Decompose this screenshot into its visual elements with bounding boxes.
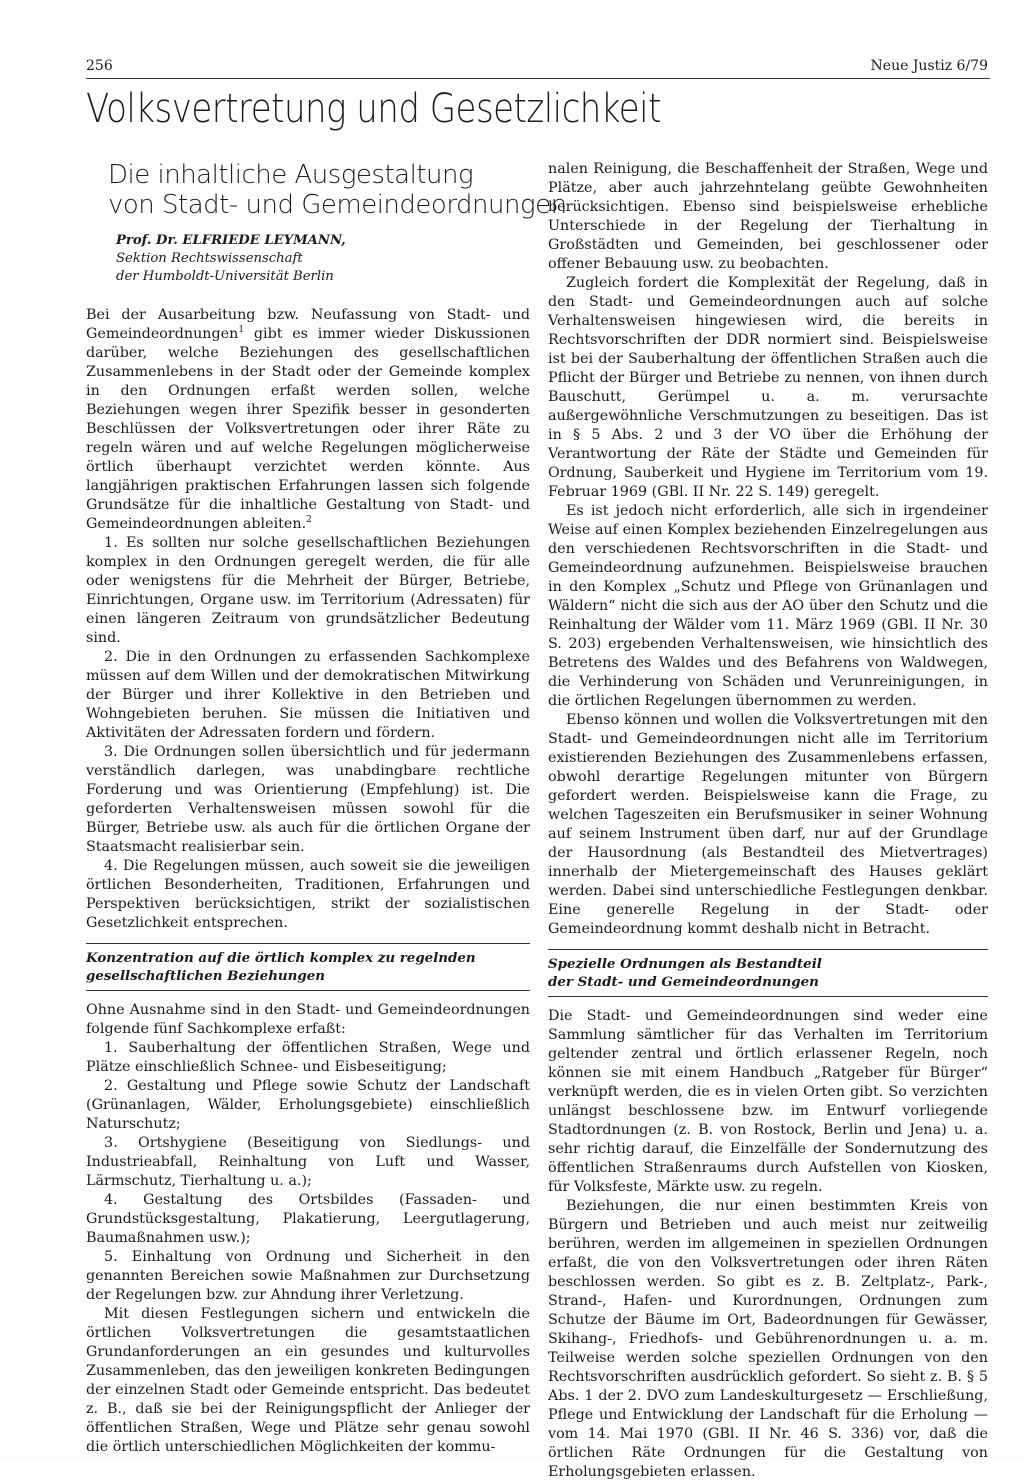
- article-title: [108, 160, 567, 220]
- list-item: 4. Gestaltung des Ortsbildes (Fassaden- und Grundstücksgestaltung, Plakatierung, Leergutlagerung, Baumaßnahmen usw.);: [86, 1192, 530, 1246]
- paragraph: 2. Die in den Ordnungen zu erfassenden Sachkomplexe müssen auf dem Willen und der demokratischen Mitwirkung der Bürger und ihrer Kollektive in den Betrieben und Wohngebieten beruhen. Sie müssen die Initiativen und Aktivitäten der Adressaten fordern und fördern.: [86, 649, 530, 741]
- list-item: 5. Einhaltung von Ordnung und Sicherheit in den genannten Bereichen sowie Maßnahmen zur Durchsetzung der Regelungen bzw. zur Ahndung ihrer Verletzung.: [86, 1249, 530, 1303]
- paragraph: Die Stadt- und Gemeindeordnungen sind weder eine Sammlung sämtlicher für das Verhalten im Territorium geltender zentral und örtlich erlassener Regeln, noch können sie mit einem Handbuch „Ratgeber für Bürger“ verknüpft werden, die es in vielen Orten gibt. So verzichten unlängst beschlossene bzw. im Entwurf vorliegende Stadtordnungen (z. B. von Rostock, Berlin und Jena) u. a. sehr richtig darauf, die Einzelfälle der Sondernutzung des öffentlichen Straßenraums durch Aufstellen von Kiosken, für Volksfeste, Märkte usw. zu regeln.: [548, 1008, 988, 1195]
- author-affiliation: der Humboldt-Universität Berlin: [116, 269, 334, 284]
- footnote-marker: 2: [306, 515, 312, 526]
- paragraph: Mit diesen Festlegungen sichern und entwickeln die örtlichen Volksvertretungen die gesamtstaatlichen Grundanforderungen an ein gesundes und kulturvolles Zusammenleben, das den jeweiligen konkreten Bedingungen der einzelnen Stadt oder Gemeinde entspricht. Das bedeutet z. B., daß sie bei der Reinigungspflicht der Anlieger der öffentlichen Straßen, Wege und Plätze sehr genau sowohl die örtlich unterschiedlichen Möglichkeiten der kommu-: [86, 1306, 530, 1455]
- subsection-heading: Konzentration auf die örtlich komplex zu regelnden gesellschaftlichen Beziehungen: [86, 943, 530, 991]
- header-rule: [86, 78, 990, 79]
- paragraph: Ohne Ausnahme sind in den Stadt- und Gemeindeordnungen folgende fünf Sachkomplexe erfaßt:: [86, 1002, 530, 1037]
- list-item: 2. Gestaltung und Pflege sowie Schutz der Landschaft (Grünanlagen, Wälder, Erholungsgebiete) einschließlich Naturschutz;: [86, 1078, 530, 1132]
- author-affiliation: Sektion Rechtswissenschaft: [116, 251, 303, 266]
- subsection-heading: Spezielle Ordnungen als Bestandteil der Stadt- und Gemeindeordnungen: [548, 949, 988, 997]
- paragraph: nalen Reinigung, die Beschaffenheit der Straßen, Wege und Plätze, aber auch jahrzehntelang geübte Gewohnheiten berücksichtigen. Ebenso sind beispielsweise erhebliche Unterschiede in der Regelung der Tierhaltung in Großstädten und Gemeinden, bei geschlossener oder offener Bebauung usw. zu beobachten.: [548, 161, 988, 272]
- journal-issue: Neue Justiz 6/79: [870, 58, 988, 74]
- article-title-line: Die inhaltliche Ausgestaltung: [108, 160, 474, 190]
- paragraph: Bei der Ausarbeitung bzw. Neufassung von Stadt- und Gemeindeordnungen$^1$ gibt es immer wieder Diskussionen darüber, welche Beziehungen des gesellschaftlichen Zusammenlebens in der Stadt oder der Gemeinde komplex in den Ordnungen erfaßt werden sollen, welche Beziehungen wegen ihrer Spezifik besser in gesonderten Beschlüssen der Volksvertretungen oder ihrer Räte zu regeln wären und auf welche Regelungen möglicherweise örtlich überhaupt verzichtet werden könnte. Aus langjährigen praktischen Erfahrungen lassen sich folgende Grundsätze für die inhaltliche Gestaltung von Stadt- und Gemeindeordnungen ableiten.$^2$: [86, 307, 530, 532]
- list-item: 1. Sauberhaltung der öffentlichen Straßen, Wege und Plätze einschließlich Schnee- und Eisbeseitigung;: [86, 1040, 530, 1075]
- paragraph: Zugleich fordert die Komplexität der Regelung, daß in den Stadt- und Gemeindeordnungen auch auf solche Verhaltensweisen hingewiesen wird, die bereits in Rechtsvorschriften der DDR normiert sind. Beispielsweise ist bei der Sauberhaltung der öffentlichen Straßen auch die Pflicht der Bürger und Betriebe zu nennen, von ihnen durch Bauschutt, Gerümpel u. a. m. verursachte außergewöhnliche Verschmutzungen zu beseitigen. Das ist in § 5 Abs. 2 und 3 der VO über die Erhöhung der Verantwortung der Räte der Städte und Gemeinden für Ordnung, Sauberkeit und Hygiene im Territorium vom 19. Februar 1969 (GBl. II Nr. 22 S. 149) geregelt.: [548, 275, 988, 500]
- author-byline: [116, 232, 530, 286]
- paragraph: Ebenso können und wollen die Volksvertretungen mit den Stadt- und Gemeindeordnungen nicht alle im Territorium existierenden Beziehungen des Zusammenlebens erfassen, obwohl derartige Regelungen mitunter von Bürgern gefordert werden. Beispielsweise kann die Frage, zu welchen Tageszeiten ein Berufsmusiker in seiner Wohnung auf seinem Instrument üben darf, nur auf der Grundlage der Hausordnung (als Bestandteil des Mietvertrages) innerhalb der Mietergemeinschaft des Hauses geklärt werden. Dabei sind unterschiedliche Festlegungen denkbar. Eine generelle Regelung in der Stadt- oder Gemeindeordnung kommt deshalb nicht in Betracht.: [548, 712, 988, 937]
- page-number: 256: [86, 58, 113, 74]
- paragraph: Es ist jedoch nicht erforderlich, alle sich in irgendeiner Weise auf einen Komplex beziehenden Einzelregelungen aus den verschiedenen Rechtsvorschriften in die Stadt- und Gemeindeordnung aufzunehmen. Beispielsweise brauchen in den Komplex „Schutz und Pflege von Grünanlagen und Wäldern“ nicht die sich aus der AO über den Schutz und die Reinhaltung der Wälder vom 11. März 1969 (GBl. II Nr. 30 S. 203) ergebenden Verhaltensweisen, wie hinsichtlich des Betretens des Waldes und des Befahrens von Waldwegen, die Verhinderung von Schäden und Verunreinigungen, in die örtlichen Regelungen übernommen zu werden.: [548, 503, 988, 709]
- list-item: 3. Ortshygiene (Beseitigung von Siedlungs- und Industrieabfall, Reinhaltung von Luft und Wasser, Lärmschutz, Tierhaltung u. a.);: [86, 1135, 530, 1189]
- paragraph: 3. Die Ordnungen sollen übersichtlich und für jedermann verständlich darlegen, was unabdingbare rechtliche Forderung und was Orientierung (Empfehlung) ist. Die geforderten Verhaltensweisen müssen sowohl für die Bürger, Betriebe usw. als auch für die örtlichen Organe der Staatsmacht realisierbar sein.: [86, 744, 530, 855]
- author-name: Prof. Dr. ELFRIEDE LEYMANN,: [116, 233, 346, 248]
- footnote-marker: 1: [238, 325, 245, 336]
- right-column: [548, 160, 988, 1482]
- paragraph: Beziehungen, die nur einen bestimmten Kreis von Bürgern und Betrieben und auch meist nur zeitweilig berühren, werden im allgemeinen in speziellen Ordnungen erfaßt, die von den Volksvertretungen oder ihren Räten beschlossen werden. So gibt es z. B. Zeltplatz-, Park-, Strand-, Hafen- und Kurordnungen, Ordnungen zum Schutze der Bäume im Ort, Badeordnungen für Gewässer, Skihang-, Friedhofs- und Gebührenordnungen u. a. m. Teilweise werden solche speziellen Ordnungen von den Rechtsvorschriften ausdrücklich gefordert. So sieht z. B. § 5 Abs. 1 der 2. DVO zum Landeskulturgesetz — Erschließung, Pflege und Entwicklung der Landschaft für die Erholung — vom 14. Mai 1970 (GBl. II Nr. 46 S. 336) vor, daß die örtlichen Räte Ordnungen für die Gestaltung von Erholungsgebieten erlassen.: [548, 1198, 988, 1480]
- left-column: [86, 160, 567, 1457]
- paragraph: 1. Es sollten nur solche gesellschaftlichen Beziehungen komplex in den Ordnungen geregelt werden, die für alle oder wenigstens für die Mehrheit der Bürger, Betriebe, Einrichtungen, Organe usw. im Territorium (Adressaten) für einen längeren Zeitraum von grundsätzlicher Bedeutung sind.: [86, 535, 530, 646]
- section-title: Volksvertretung und Gesetzlichkeit: [86, 86, 661, 132]
- article-title-line: von Stadt- und Gemeindeordnungen: [108, 190, 567, 220]
- paragraph: 4. Die Regelungen müssen, auch soweit sie die jeweiligen örtlichen Besonderheiten, Traditionen, Erfahrungen und Perspektiven berücksichtigen, strikt der sozialistischen Gesetzlichkeit entsprechen.: [86, 858, 530, 931]
